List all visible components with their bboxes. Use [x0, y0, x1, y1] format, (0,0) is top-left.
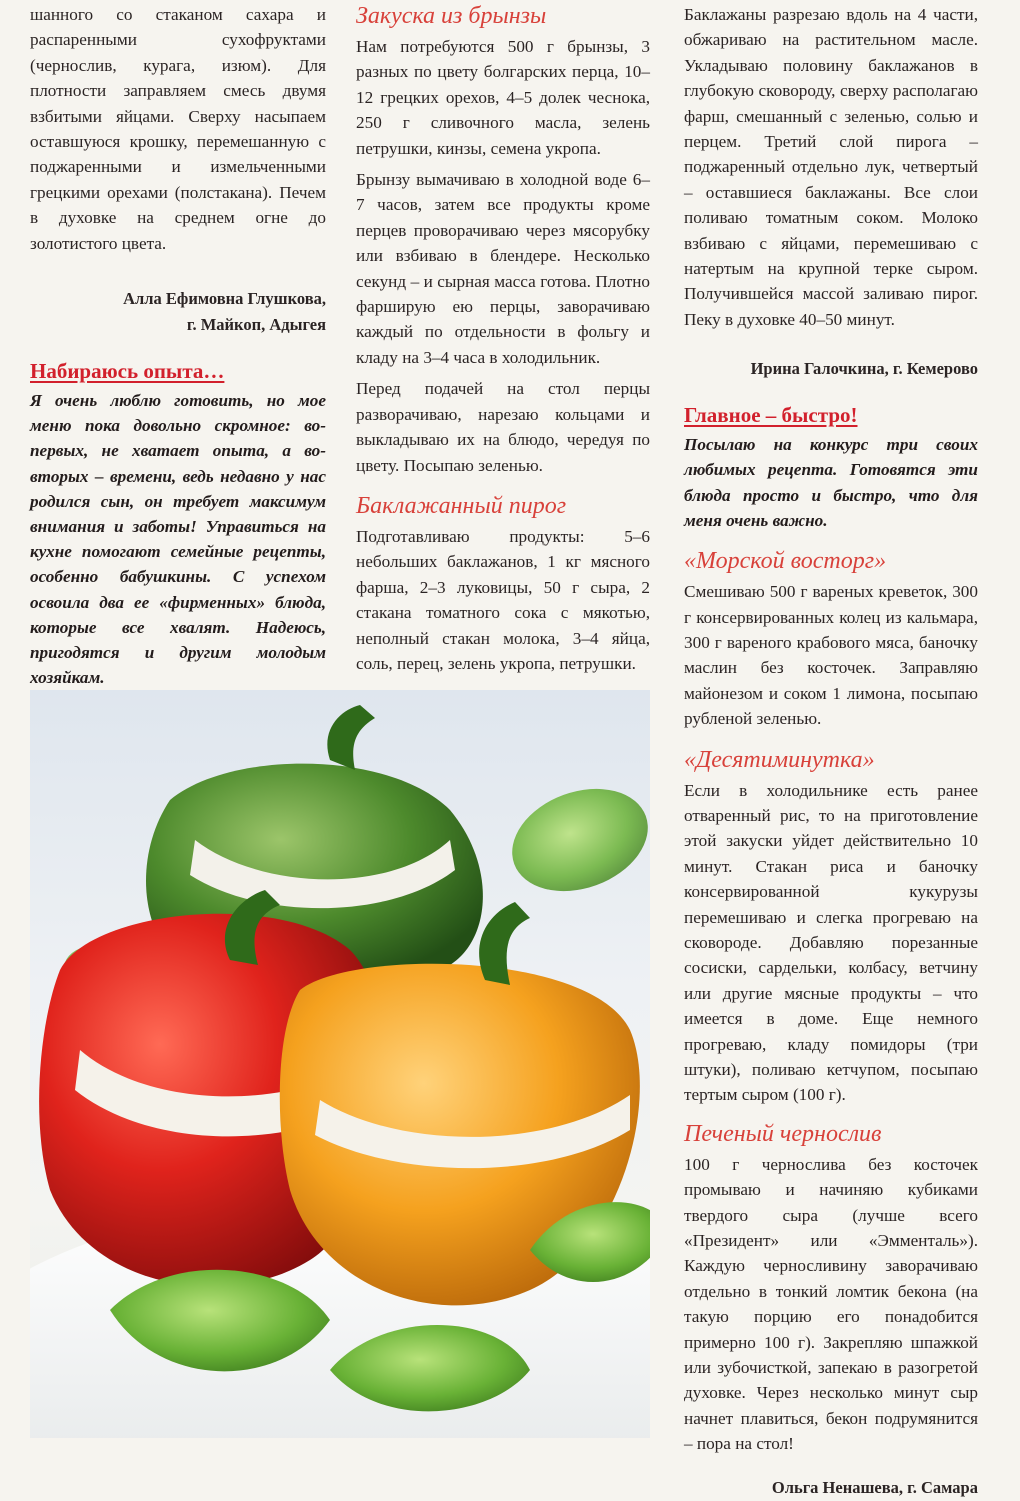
column-middle	[356, 2, 650, 682]
signature-galochkina: Ирина Галочкина, г. Кемерово	[750, 359, 978, 379]
lead-paragraph: шанного со стаканом сахара и распаренными сухофруктами (чернослив, курага, изюм). Для плотности заправляем смесь двумя взбитыми яйцами. Сверху насыпаем оставшуюся крошку, перемешанную с поджаренными и измельченными грецкими орехами (полстакана). Печем в духовке на среднем огне до золотистого цвета.	[30, 5, 326, 253]
section-heading-experience: Набираюсь опыта…	[30, 359, 225, 384]
recipe-baked-prunes-text: 100 г чернослива без косточек промываю и начиняю кубиками твердого сыра (лучше всего «Президент» или «Эмменталь»). Каждую черносливину заворачиваю отдельно в тонкий ломтик бекона (на такую порцию его понадобится примерно 100 г). Закрепляю шпажкой или зубочисткой, запекаю в разогретой духовке. Через несколько минут сыр начнет плавиться, бекон подрумянится – пора на стол!	[684, 1154, 978, 1454]
basil-leaf-right	[498, 771, 650, 909]
recipe-title-baked-prunes: Печеный чернослив	[684, 1120, 882, 1147]
recipe-ten-minute-text: Если в холодильнике есть ранее отваренный рис, то на приготовление этой закуски уйдет действительно 10 минут. Стакан риса и баночку консервированной кукурузы перемешиваю и слегка прогреваю на сковороде. Добавляю порезанные сосиски, сардельки, колбасу, ветчину или другие мясные продукты – что имеется в доме. Еще немного прогреваю, кладу помидоры (три штуки), поливаю кетчупом, посыпаю тертым сыром (100 г).	[684, 780, 978, 1105]
column-right	[684, 2, 978, 1501]
recipe-brynza-ingredients: Нам потребуются 500 г брынзы, 3 разных по цвету болгарских перца, 10–12 грецких орехов, 4–5 долек чеснока, 250 г сливочного масла, зелень петрушки, кинзы, семена укропа.	[356, 37, 650, 158]
stuffed-peppers-photo	[30, 690, 650, 1438]
recipe-brynza-step1: Брынзу вымачиваю в холодной воде 6–7 часов, затем все продукты кроме перцев проворачиваю через мясорубку или взбиваю в блендере. Несколько секунд – и сырная масса готова. Плотно фарширую ею перцы, заворачиваю каждый по отдельности в фольгу и кладу на 3–4 часа в холодильник.	[356, 170, 650, 367]
recipe-brynza-step2: Перед подачей на стол перцы разворачиваю, нарезаю кольцами и выкладываю их на блюдо, чередуя по цвету. Посыпаю зеленью.	[356, 379, 650, 475]
section-heading-quick: Главное – быстро!	[684, 403, 858, 428]
stuffed-peppers-illustration	[30, 690, 650, 1438]
recipe-eggplant-method: Баклажаны разрезаю вдоль на 4 части, обжариваю на растительном масле. Укладываю половину баклажанов в глубокую сковороду, сверху располагаю фарш, смешанный с зеленью, солью и перцем. Третий слой пирога – поджаренный отдельно лук, четвертый – оставшиеся баклажаны. Все слои поливаю томатным соком. Молоко взбиваю с яйцами, перемешиваю с натертым на крупной терке сыром. Получившейся массой заливаю пирог. Пеку в духовке 40–50 минут.	[684, 5, 978, 329]
section-intro-quick: Посылаю на конкурс три своих любимых рецепта. Готовятся эти блюда просто и быстро, что для меня очень важно.	[684, 435, 978, 530]
recipe-title-eggplant: Баклажанный пирог	[356, 492, 567, 519]
section-intro-experience: Я очень люблю готовить, но мое меню пока довольно скромное: во-первых, не хватает опыта, а во-вторых – времени, ведь недавно у нас родился сын, он требует максимум внимания и заботы! Управиться на кухне помогают семейные рецепты, особенно бабушкины. С успехом освоила два ее «фирменных» блюда, которые все хвалят. Надеюсь, пригодятся и другим молодым хозяйкам.	[30, 391, 326, 688]
recipe-eggplant-ingredients: Подготавливаю продукты: 5–6 небольших баклажанов, 1 кг мясного фарша, 2–3 луковицы, 50 г сыра, 2 стакана томатного сока с мякотью, неполный стакан молока, 3–4 яйца, соль, перец, зелень укропа, петрушки.	[356, 526, 650, 673]
signature-name: Алла Ефимовна Глушкова,	[123, 289, 326, 309]
signature-nenasheva: Ольга Ненашева, г. Самара	[771, 1477, 978, 1497]
recipe-title-sea-delight: «Морской восторг»	[684, 548, 887, 575]
recipe-title-brynza: Закуска из брынзы	[356, 3, 547, 29]
column-left	[30, 2, 326, 691]
signature-glushkova	[30, 286, 326, 338]
recipe-sea-delight-text: Смешиваю 500 г вареных креветок, 300 г консервированных колец из кальмара, 300 г вареного крабового мяса, баночку маслин без косточек. Заправляю майонезом и соком 1 лимона, посыпаю рубленой зеленью.	[684, 582, 978, 729]
green-pepper-stem	[327, 705, 375, 770]
signature-place: г. Майкоп, Адыгея	[186, 315, 326, 335]
recipe-title-ten-minute: «Десятиминутка»	[684, 746, 875, 773]
